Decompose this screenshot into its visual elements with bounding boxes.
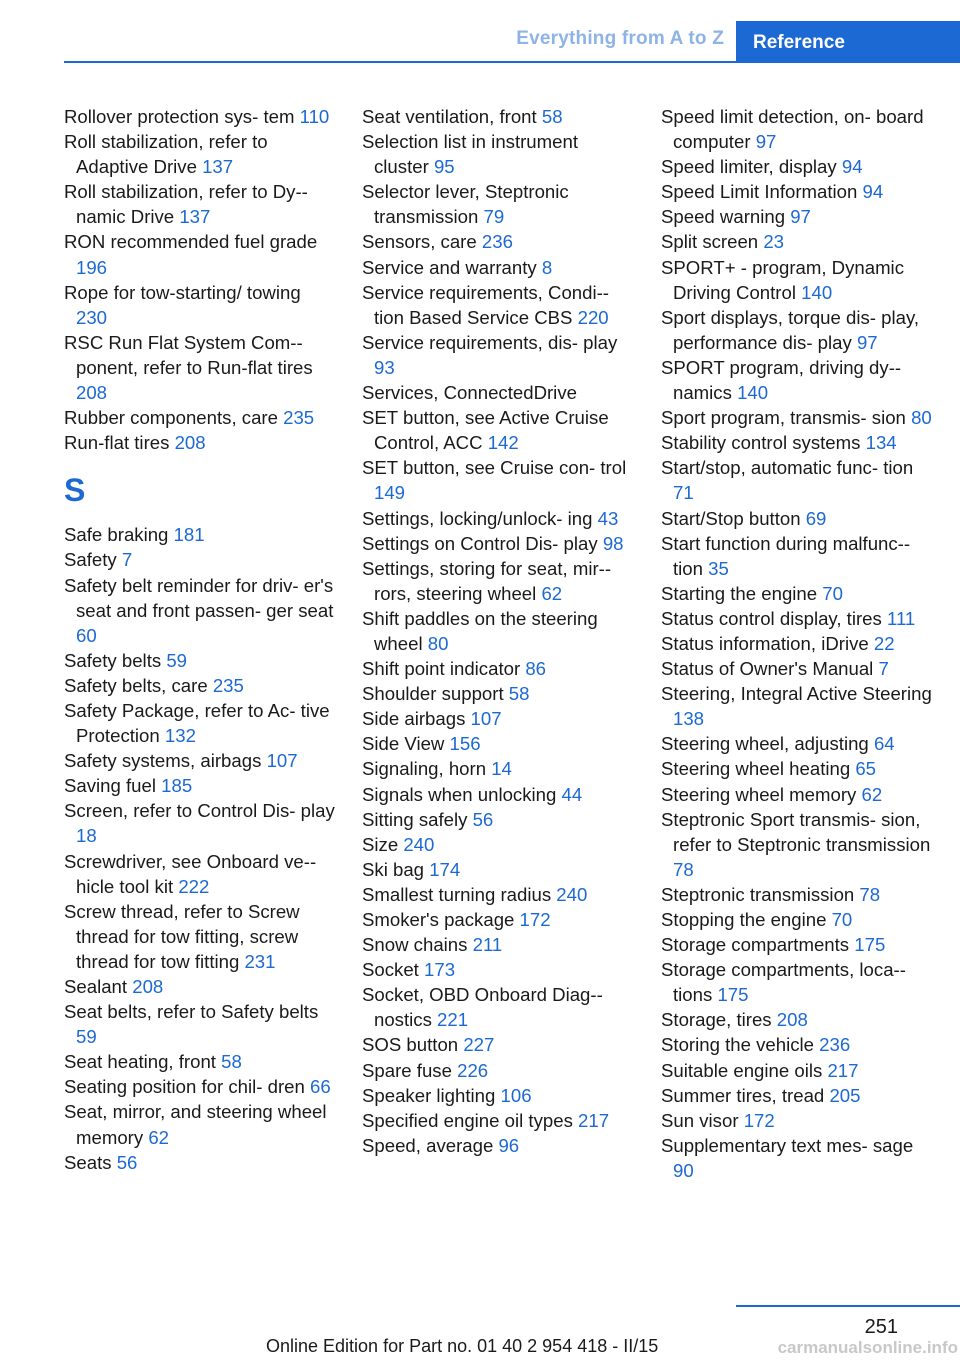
index-entry	[661, 581, 933, 606]
index-entry	[64, 129, 336, 179]
index-entry	[362, 982, 632, 1032]
index-page-link[interactable]: 236	[819, 1034, 851, 1056]
index-page-link[interactable]: 98	[602, 532, 624, 554]
index-entry	[362, 1058, 632, 1083]
index-entry	[661, 104, 933, 154]
index-entry	[661, 405, 933, 430]
index-page-link[interactable]: 172	[519, 909, 551, 930]
index-entry-text: Seating position for chil- dren	[64, 1076, 305, 1098]
index-entry	[362, 807, 632, 832]
index-page-link[interactable]: 86	[525, 658, 546, 680]
index-entry	[661, 656, 933, 681]
index-entry	[661, 631, 933, 656]
index-page-link[interactable]: 106	[500, 1084, 532, 1106]
index-column-1	[64, 104, 336, 1175]
index-entry	[362, 857, 632, 882]
index-page-link[interactable]: 69	[805, 507, 827, 529]
index-entry	[64, 999, 336, 1049]
index-entry	[661, 1007, 933, 1032]
index-entry	[661, 455, 933, 505]
index-entry	[362, 681, 632, 706]
index-entry	[362, 932, 632, 957]
index-entry-text: Roll stabilization, refer to Dy- namic Drive	[64, 181, 308, 228]
index-page-link[interactable]: 149	[374, 482, 406, 504]
index-entry	[362, 330, 632, 380]
index-page-link[interactable]: 140	[737, 382, 769, 404]
index-entry-text: Start/Stop button	[661, 507, 801, 529]
index-entry	[362, 1032, 632, 1057]
index-entry-text: Service requirements, dis- play	[362, 331, 618, 353]
index-page-link[interactable]: 23	[763, 231, 785, 253]
index-entry-text: Speed limit detection, on- board computer	[661, 106, 924, 153]
index-entry	[661, 1058, 933, 1083]
index-entry	[661, 430, 933, 455]
index-entry	[362, 129, 632, 179]
index-entry-text: Socket	[362, 959, 419, 981]
index-page-link[interactable]: 231	[244, 950, 276, 972]
index-entry-text: Socket, OBD Onboard Diag- nostics	[362, 984, 603, 1031]
index-entry-text: Signaling, horn	[362, 758, 487, 780]
index-page-link[interactable]: 59	[166, 649, 188, 671]
index-entry	[362, 179, 632, 229]
index-page-link[interactable]: 132	[164, 725, 196, 747]
index-entry	[362, 1108, 632, 1133]
index-entry	[362, 531, 632, 556]
index-entry	[64, 1074, 336, 1099]
index-page-link[interactable]: 70	[831, 909, 853, 930]
index-page-link[interactable]: 227	[463, 1034, 495, 1056]
index-entry	[661, 932, 933, 957]
index-entry	[661, 782, 933, 807]
index-page-link[interactable]: 78	[859, 883, 881, 905]
index-page-link[interactable]: 174	[429, 858, 461, 880]
footer-rule	[736, 1305, 960, 1307]
index-page-link[interactable]: 94	[862, 181, 884, 203]
index-page-link[interactable]: 18	[76, 825, 97, 847]
index-entry-text: SPORT+ - program, Dynamic Driving Control	[661, 256, 904, 303]
index-entry-text: Split screen	[661, 231, 759, 253]
index-page-link[interactable]: 90	[673, 1159, 694, 1181]
index-entry-text: Screw thread, refer to Screw thread for tow fitting, screw thread for tow fitting	[64, 900, 300, 972]
index-column-2	[362, 104, 632, 1158]
index-page-link[interactable]: 95	[433, 156, 455, 178]
index-page-link[interactable]: 185	[161, 775, 193, 797]
index-page-link[interactable]: 236	[481, 231, 513, 253]
index-entry	[362, 104, 632, 129]
index-entry	[64, 430, 336, 455]
index-entry	[661, 882, 933, 907]
index-page-link[interactable]: 58	[221, 1051, 242, 1073]
index-entry-text: Storage, tires	[661, 1009, 772, 1031]
index-page-link[interactable]: 65	[855, 758, 877, 780]
index-entry-text: Saving fuel	[64, 775, 156, 797]
index-page-link[interactable]: 222	[178, 875, 210, 897]
index-entry-text: Storage compartments	[661, 934, 850, 956]
index-page-link[interactable]: 156	[449, 733, 481, 755]
index-entry-text: Screen, refer to Control Dis- play	[64, 800, 335, 822]
index-page-link[interactable]: 142	[487, 432, 519, 454]
index-entry-text: Screwdriver, see Onboard ve- hicle tool kit	[64, 850, 317, 897]
index-entry-text: Rollover protection sys- tem	[64, 106, 295, 127]
index-page-link[interactable]: 217	[827, 1059, 859, 1081]
index-entry	[64, 748, 336, 773]
index-page-link[interactable]: 107	[470, 708, 502, 730]
index-entry-text: SPORT program, driving dy- namics	[661, 356, 902, 404]
index-entry	[362, 229, 632, 254]
index-page-link[interactable]: 230	[76, 306, 108, 328]
index-entry-text: Side View	[362, 733, 445, 755]
index-entry	[64, 899, 336, 974]
index-page-link[interactable]: 14	[491, 758, 512, 780]
index-entry	[661, 681, 933, 731]
index-entry-text: Status information, iDrive	[661, 632, 869, 654]
index-entry-text: Shift point indicator	[362, 658, 521, 680]
index-entry-text: Safety Package, refer to Ac- tive Protection	[64, 699, 330, 747]
index-entry	[362, 756, 632, 781]
index-entry-text: Speed Limit Information	[661, 181, 858, 203]
index-page-link[interactable]: 56	[116, 1151, 138, 1173]
index-entry-text: Steptronic transmission	[661, 883, 855, 905]
index-entry-text: Smoker's package	[362, 909, 515, 930]
index-entry	[362, 832, 632, 857]
index-entry	[362, 1133, 632, 1158]
index-entry	[661, 1083, 933, 1108]
index-entry-text: RON recommended fuel grade	[64, 231, 318, 253]
index-entry	[362, 656, 632, 681]
index-page-link[interactable]: 62	[541, 582, 563, 604]
index-entry-text: Specified engine oil types	[362, 1109, 573, 1131]
index-entry-text: Ski bag	[362, 858, 425, 880]
index-entry	[64, 330, 336, 405]
index-entry	[362, 556, 632, 606]
index-entry-text: Size	[362, 833, 399, 855]
index-page-link[interactable]: 235	[283, 407, 315, 429]
index-entry-text: Settings, locking/unlock- ing	[362, 507, 593, 529]
index-entry-text: Sensors, care	[362, 231, 477, 253]
index-entry	[64, 104, 336, 129]
index-entry	[64, 280, 336, 330]
index-entry-text: Settings on Control Dis- play	[362, 532, 598, 554]
index-entry	[362, 907, 632, 932]
index-page-link[interactable]: 58	[541, 106, 563, 127]
index-page-link[interactable]: 93	[374, 356, 395, 378]
index-page-link[interactable]: 80	[427, 632, 449, 654]
index-entry	[64, 1150, 336, 1175]
index-page-link[interactable]: 62	[861, 783, 883, 805]
index-entry-text: Storage compartments, loca- tions	[661, 959, 906, 1006]
index-entry	[64, 229, 336, 279]
index-page-link[interactable]: 220	[577, 306, 609, 328]
index-entry-text: SET button, see Active Cruise Control, ACC	[362, 407, 609, 454]
index-entry	[362, 255, 632, 280]
index-entry-text: Steering wheel heating	[661, 758, 851, 780]
index-entry-text: Seat ventilation, front	[362, 106, 537, 127]
index-entry	[661, 179, 933, 204]
index-entry	[661, 606, 933, 631]
index-page-link[interactable]: 35	[708, 557, 729, 579]
index-entry	[362, 280, 632, 330]
index-page-link[interactable]: 96	[498, 1134, 520, 1156]
index-entry-text: Status control display, tires	[661, 607, 882, 629]
header-tab-reference[interactable]: Reference	[736, 21, 960, 62]
index-page-link[interactable]: 107	[266, 750, 298, 772]
index-page-link[interactable]: 58	[508, 683, 530, 705]
index-entry-text: Suitable engine oils	[661, 1059, 823, 1081]
index-entry-text: Storing the vehicle	[661, 1034, 814, 1056]
index-page-link[interactable]: 217	[578, 1109, 610, 1131]
watermark: carmanualsonline.info	[777, 1338, 958, 1357]
index-page-link[interactable]: 66	[310, 1076, 331, 1098]
index-entry-text: Starting the engine	[661, 582, 818, 604]
index-page-link[interactable]: 60	[76, 624, 97, 646]
index-page-link[interactable]: 111	[886, 607, 916, 629]
index-entry-text: Shift paddles on the steering wheel	[362, 607, 598, 654]
index-entry-text: Selector lever, Steptronic transmission	[362, 181, 569, 228]
index-entry-text: Seats	[64, 1151, 112, 1173]
index-page-link[interactable]: 70	[822, 582, 843, 604]
index-page-link[interactable]: 208	[776, 1009, 808, 1031]
index-entry	[661, 204, 933, 229]
index-entry-text: Shoulder support	[362, 683, 504, 705]
index-entry-text: Steering wheel memory	[661, 783, 857, 805]
index-entry-text: Safety belt reminder for driv- er's seat and front passen- ger seat	[64, 574, 334, 621]
index-entry	[64, 849, 336, 899]
index-entry	[362, 882, 632, 907]
index-entry	[64, 773, 336, 798]
index-page-link[interactable]: 181	[173, 524, 205, 546]
index-entry-text: Safety belts	[64, 649, 162, 671]
index-entry	[64, 798, 336, 848]
index-page-link[interactable]: 22	[873, 632, 895, 654]
index-page-link[interactable]: 97	[755, 131, 777, 153]
index-entry-text: Safety	[64, 549, 117, 571]
index-entry-text: Supplementary text mes- sage	[661, 1134, 914, 1156]
index-column-3	[661, 104, 933, 1183]
index-entry	[64, 547, 336, 572]
index-entry-text: Rubber components, care	[64, 407, 278, 429]
index-entry-text: Side airbags	[362, 708, 466, 730]
index-entry	[661, 255, 933, 305]
index-entry-text: Start/stop, automatic func- tion	[661, 457, 914, 479]
index-letter-heading: S	[64, 472, 86, 509]
index-page-link[interactable]: 221	[437, 1009, 469, 1031]
index-entry	[661, 1032, 933, 1057]
header-section-title: Everything from A to Z	[516, 28, 724, 49]
index-entry-text: Sitting safely	[362, 808, 468, 830]
index-entry-text: Roll stabilization, refer to Adaptive Drive	[64, 131, 268, 178]
index-page-link[interactable]: 80	[911, 407, 932, 429]
index-page-link[interactable]: 59	[76, 1026, 97, 1048]
index-entry	[362, 957, 632, 982]
index-entry-text: Speed warning	[661, 206, 786, 228]
index-page-link[interactable]: 7	[121, 549, 133, 571]
index-entry-text: RSC Run Flat System Com- ponent, refer to Run-flat tires	[64, 331, 313, 378]
index-entry-text: Service requirements, Condi- tion Based Service CBS	[362, 281, 609, 328]
index-entry-text: Smallest turning radius	[362, 883, 552, 905]
index-entry-text: Status of Owner's Manual	[661, 658, 874, 680]
index-entry	[362, 405, 632, 455]
index-entry-text: Run-flat tires	[64, 432, 170, 454]
index-entry-text: Service and warranty	[362, 256, 537, 278]
index-page-link[interactable]: 97	[856, 331, 878, 353]
index-entry	[64, 405, 336, 430]
index-entry-text: Steering wheel, adjusting	[661, 733, 869, 755]
index-entry	[64, 673, 336, 698]
index-page-link[interactable]: 172	[743, 1109, 775, 1131]
index-page-link[interactable]: 175	[717, 984, 749, 1006]
index-page-link[interactable]: 208	[132, 976, 164, 997]
index-page-link[interactable]: 208	[174, 432, 206, 454]
index-entry	[362, 506, 632, 531]
index-entry	[362, 455, 632, 505]
index-entry	[661, 807, 933, 882]
index-page-link[interactable]: 211	[472, 934, 503, 956]
index-entry-text: Selection list in instrument cluster	[362, 131, 578, 178]
index-entry	[64, 1099, 336, 1149]
index-page-link[interactable]: 62	[148, 1126, 170, 1148]
index-page-link[interactable]: 196	[76, 256, 108, 278]
index-entry-text: Safety systems, airbags	[64, 750, 262, 772]
index-entry	[362, 731, 632, 756]
index-entry	[64, 1049, 336, 1074]
index-entry	[661, 1133, 933, 1183]
index-entry	[661, 907, 933, 932]
index-entry	[64, 648, 336, 673]
index-page-link[interactable]: 175	[854, 934, 886, 956]
index-entry	[64, 974, 336, 999]
index-entry	[661, 229, 933, 254]
index-entry-text: Safe braking	[64, 524, 169, 546]
index-entry-text: Start function during malfunc- tion	[661, 532, 911, 579]
index-page-link[interactable]: 240	[556, 883, 588, 905]
index-entry-text: Speed limiter, display	[661, 156, 837, 178]
index-entry	[661, 355, 933, 405]
index-entry	[362, 380, 632, 405]
index-entry-text: Sport program, transmis- sion	[661, 407, 906, 429]
index-entry	[362, 606, 632, 656]
index-page-link[interactable]: 71	[673, 482, 694, 504]
index-entry-text: Seat, mirror, and steering wheel memory	[64, 1101, 327, 1148]
index-entry-text: Settings, storing for seat, mir- rors, steering wheel	[362, 557, 612, 604]
index-entry-text: Sealant	[64, 976, 128, 997]
index-page-link[interactable]: 140	[801, 281, 833, 303]
index-entry	[661, 531, 933, 581]
index-page-link[interactable]: 79	[483, 206, 505, 228]
index-page-link[interactable]: 64	[873, 733, 895, 755]
index-entry	[661, 957, 933, 1007]
index-entry	[661, 756, 933, 781]
index-entry-text: Signals when unlocking	[362, 783, 557, 805]
edition-note: Online Edition for Part no. 01 40 2 954 418 - II/15	[266, 1336, 659, 1356]
index-entry-text: Stopping the engine	[661, 909, 827, 930]
index-page-link[interactable]: 208	[76, 382, 108, 404]
index-page-link[interactable]: 110	[299, 106, 330, 127]
index-entry	[64, 179, 336, 229]
index-page-link[interactable]: 205	[829, 1084, 861, 1106]
index-page-link[interactable]: 138	[673, 708, 705, 730]
index-page-link[interactable]: 134	[865, 432, 897, 454]
index-entry	[362, 782, 632, 807]
index-entry	[661, 1108, 933, 1133]
index-entry-text: SOS button	[362, 1034, 459, 1056]
index-entry-text: Stability control systems	[661, 432, 861, 454]
index-entry-text: Safety belts, care	[64, 674, 208, 696]
index-page-link[interactable]: 43	[597, 507, 619, 529]
index-entry	[362, 1083, 632, 1108]
index-page-link[interactable]: 137	[179, 206, 211, 228]
index-entry-text: Services, ConnectedDrive	[362, 382, 577, 404]
index-page-link[interactable]: 7	[878, 658, 889, 680]
index-entry-text: Steptronic Sport transmis- sion, refer to Steptronic transmission	[661, 808, 931, 855]
index-entry	[64, 573, 336, 648]
index-page-link[interactable]: 44	[561, 783, 583, 805]
index-entry-text: Sun visor	[661, 1109, 739, 1131]
index-entry-text: Snow chains	[362, 934, 468, 956]
index-page-link[interactable]: 78	[673, 858, 694, 880]
index-entry-text: Spare fuse	[362, 1059, 452, 1081]
index-page-link[interactable]: 97	[790, 206, 811, 228]
index-entry-text: Sport displays, torque dis- play, performance dis- play	[661, 306, 920, 353]
index-page-link[interactable]: 173	[424, 959, 456, 981]
index-entry	[362, 706, 632, 731]
index-entry	[661, 731, 933, 756]
index-page-link[interactable]: 94	[841, 156, 863, 178]
index-entry	[64, 698, 336, 748]
index-page-link[interactable]: 8	[541, 256, 553, 278]
index-entry-text: Rope for tow-starting/ towing	[64, 281, 301, 303]
index-entry	[661, 506, 933, 531]
index-entry-text: Speaker lighting	[362, 1084, 496, 1106]
index-page-link[interactable]: 56	[472, 808, 494, 830]
index-page-link[interactable]: 137	[202, 156, 234, 178]
index-entry-text: Summer tires, tread	[661, 1084, 825, 1106]
index-entry-text: Steering, Integral Active Steering	[661, 683, 932, 705]
index-entry	[64, 522, 336, 547]
index-entry-text: SET button, see Cruise con- trol	[362, 457, 627, 479]
index-entry-text: Speed, average	[362, 1134, 494, 1156]
index-page-link[interactable]: 235	[212, 674, 244, 696]
index-entry	[661, 305, 933, 355]
index-entry-text: Seat heating, front	[64, 1051, 216, 1073]
index-entry-text: Seat belts, refer to Safety belts	[64, 1001, 319, 1023]
index-page-link[interactable]: 226	[457, 1059, 489, 1081]
index-page-link[interactable]: 240	[403, 833, 435, 855]
index-entry	[661, 154, 933, 179]
page-number: 251	[864, 1316, 898, 1338]
